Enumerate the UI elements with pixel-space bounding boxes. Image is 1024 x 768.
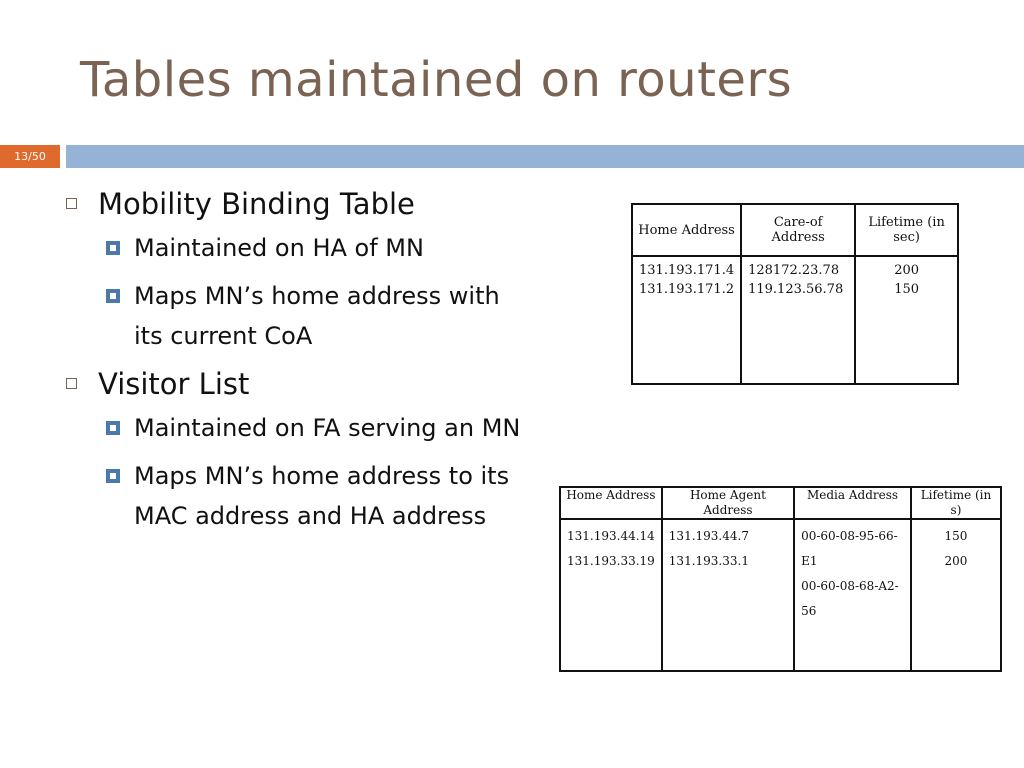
home-address-cell xyxy=(560,519,662,671)
bullet-text: Visitor List xyxy=(98,367,250,401)
sub-bullet-text: Maintained on FA serving an MN xyxy=(134,414,521,442)
column-header: Home Address xyxy=(560,487,662,519)
table-cell-value: 150 xyxy=(944,529,968,543)
mobility-binding-table xyxy=(631,203,959,385)
home-address-cell xyxy=(632,256,741,384)
hollow-square-bullet-icon xyxy=(66,378,77,389)
slide-title: Tables maintained on routers xyxy=(80,52,793,108)
table-cell-value: 131.193.33.19 xyxy=(567,554,655,568)
sub-bullet-text: Maintained on HA of MN xyxy=(134,234,424,262)
sub-bullet xyxy=(64,456,534,536)
square-bullet-icon xyxy=(106,421,120,435)
sub-bullet xyxy=(64,408,534,448)
lifetime-cell xyxy=(855,256,958,384)
table-cell-value: 200 xyxy=(894,263,920,278)
column-header: Lifetime (in sec) xyxy=(855,204,958,256)
table-cell-value: 119.123.56.78 xyxy=(748,282,844,297)
table-cell-value: 131.193.171.4 xyxy=(639,263,735,278)
home-agent-address-cell xyxy=(662,519,794,671)
square-bullet-icon xyxy=(106,469,120,483)
column-header: Media Address xyxy=(794,487,911,519)
table-cell-value: 00-60-08-68-A2-56 xyxy=(801,579,899,618)
table-cell-value: 131.193.171.2 xyxy=(639,282,735,297)
square-bullet-icon xyxy=(106,241,120,255)
table-header-row xyxy=(560,487,1001,519)
column-header: Home Agent Address xyxy=(662,487,794,519)
care-of-address-cell xyxy=(741,256,855,384)
hollow-square-bullet-icon xyxy=(66,198,77,209)
slide-number-badge: 13/50 xyxy=(0,145,60,168)
table-body-row xyxy=(560,519,1001,671)
bullet-visitor-list xyxy=(64,364,534,404)
table-cell-value: 200 xyxy=(944,554,968,568)
sub-bullet-text: Maps MN’s home address with its current CoA xyxy=(134,282,500,350)
header-bar xyxy=(66,145,1024,168)
column-header: Lifetime (in s) xyxy=(911,487,1001,519)
sub-bullet xyxy=(64,276,534,356)
table-cell-value: 128172.23.78 xyxy=(748,263,840,278)
bullet-text: Mobility Binding Table xyxy=(98,187,415,221)
table-cell-value: 131.193.44.7 xyxy=(668,529,749,543)
sub-bullet-text: Maps MN’s home address to its MAC address and HA address xyxy=(134,462,510,530)
sub-bullet xyxy=(64,228,534,268)
column-header: Home Address xyxy=(632,204,741,256)
lifetime-cell xyxy=(911,519,1001,671)
table-cell-value: 00-60-08-95-66-E1 xyxy=(801,529,898,568)
square-bullet-icon xyxy=(106,289,120,303)
table-body-row xyxy=(632,256,958,384)
table-header-row xyxy=(632,204,958,256)
column-header: Care-of Address xyxy=(741,204,855,256)
table-cell-value: 150 xyxy=(894,282,920,297)
media-address-cell xyxy=(794,519,911,671)
table-cell-value: 131.193.44.14 xyxy=(567,529,655,543)
bullet-list xyxy=(64,184,534,544)
visitor-list-table xyxy=(559,486,1002,672)
table-cell-value: 131.193.33.1 xyxy=(668,554,749,568)
bullet-mobility-binding-table xyxy=(64,184,534,224)
